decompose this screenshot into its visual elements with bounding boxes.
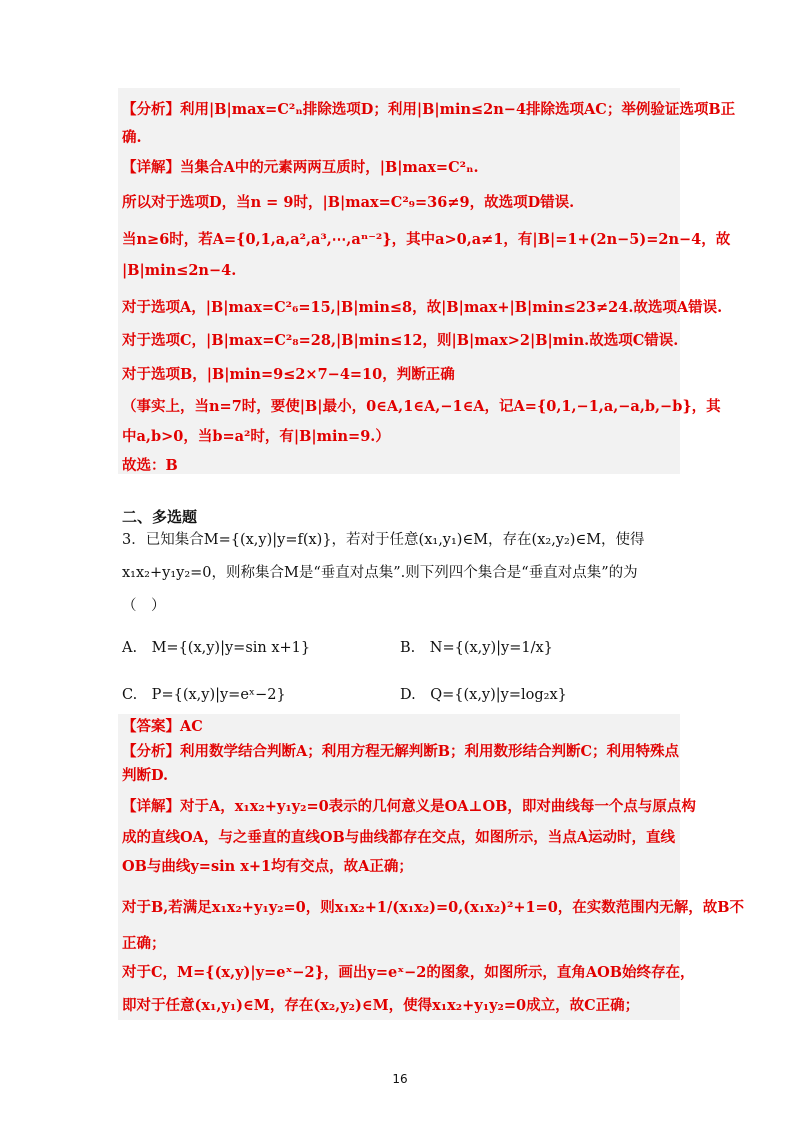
detail-line: 【详解】对于A，x₁x₂+y₁y₂=0表示的几何意义是OA⊥OB，即对曲线每一个点与原点构 [122, 798, 696, 815]
detail-line-c: 对于C，M={(x,y)|y=eˣ−2}，画出y=eˣ−2的图象，如图所示，直角AOB始终存在， [122, 964, 695, 981]
analysis-line: 【分析】利用|B|max=C²ₙ排除选项D；利用|B|min≤2n−4排除选项AC；举例验证选项B正 [122, 101, 736, 118]
detail-line: OB与曲线y=sin x+1均有交点，故A正确； [122, 858, 413, 875]
option-a: A. M={(x,y)|y=sin x+1} [122, 640, 311, 656]
section-title: 二、多选题 [122, 508, 198, 526]
question-3-line-3: （ ） [122, 598, 166, 614]
option-a-line: 对于选项A，|B|max=C²₆=15,|B|min≤8，故|B|max+|B|min≤23≠24.故选项A错误. [122, 299, 723, 316]
detail-line-b-cont: 正确； [122, 935, 166, 952]
remark-line-cont: 中a,b>0，当b=a²时，有|B|min=9.） [122, 428, 390, 445]
analysis-line-cont: 确. [122, 129, 142, 146]
detail-line-b: 对于B,若满足x₁x₂+y₁y₂=0，则x₁x₂+1/(x₁x₂)=0,(x₁x₂)²+1=0，在实数范围内无解，故B不 [122, 899, 745, 916]
analysis-line: 【分析】利用数学结合判断A；利用方程无解判断B；利用数形结合判断C；利用特殊点 [122, 743, 680, 760]
option-c: C. P={(x,y)|y=eˣ−2} [122, 687, 286, 703]
option-b-line: 对于选项B，|B|min=9≤2×7−4=10，判断正确 [122, 366, 455, 383]
page-number: 16 [392, 1072, 408, 1086]
analysis-line-cont: 判断D. [122, 767, 169, 784]
detail-line: 所以对于选项D，当n = 9时，|B|max=C²₉=36≠9，故选项D错误. [122, 194, 575, 211]
question-3-line-1: 3．已知集合M={(x,y)|y=f(x)}，若对于任意(x₁,y₁)∈M，存在(x₂,y₂)∈M，使得 [122, 532, 645, 548]
detail-line: 【详解】当集合A中的元素两两互质时，|B|max=C²ₙ. [122, 159, 479, 176]
remark-line: （事实上，当n=7时，要使|B|最小，0∈A,1∈A,−1∈A，记A={0,1,−1,a,−a,b,−b}，其 [122, 398, 721, 415]
option-c-line: 对于选项C，|B|max=C²₈=28,|B|min≤12，则|B|max>2|B|min.故选项C错误. [122, 332, 679, 349]
detail-line: 成的直线OA，与之垂直的直线OB与曲线都存在交点，如图所示，当点A运动时，直线 [122, 829, 676, 846]
detail-line: |B|min≤2n−4. [122, 262, 237, 279]
option-d: D. Q={(x,y)|y=log₂x} [400, 687, 567, 703]
option-b: B. N={(x,y)|y=1/x} [400, 640, 553, 656]
question-3-line-2: x₁x₂+y₁y₂=0，则称集合M是“垂直对点集”.则下列四个集合是“垂直对点集”的为 [122, 565, 638, 581]
answer-line: 故选：B [122, 457, 178, 474]
detail-line-c-cont: 即对于任意(x₁,y₁)∈M，存在(x₂,y₂)∈M，使得x₁x₂+y₁y₂=0成立，故C正确； [122, 997, 640, 1014]
detail-line: 当n≥6时，若A={0,1,a,a²,a³,⋯,aⁿ⁻²}，其中a>0,a≠1，有|B|=1+(2n−5)=2n−4，故 [122, 231, 731, 248]
answer-label: 【答案】AC [122, 718, 203, 735]
